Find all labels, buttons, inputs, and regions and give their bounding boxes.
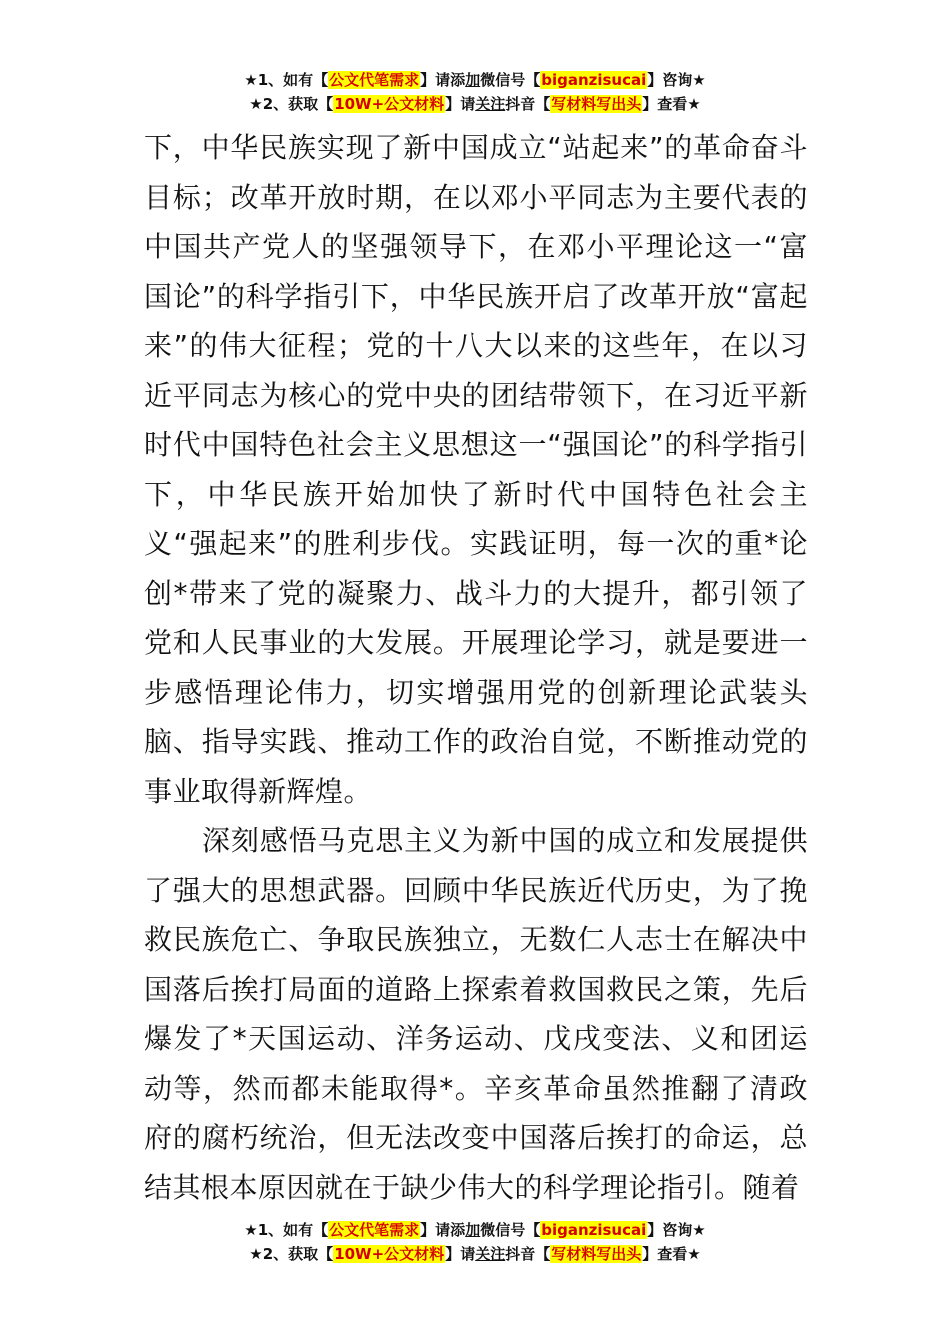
- promo-line-1-prefix: ★1、如有【: [244, 71, 329, 89]
- promo-line-2-prefix: ★2、获取【: [249, 95, 334, 113]
- promo-line-2-text: 】请: [445, 95, 476, 113]
- promo-line-2-prefix: ★2、获取【: [249, 1245, 334, 1263]
- paragraph-continuation: 下，中华民族实现了新中国成立“站起来”的革命奋斗目标；改革开放时期，在以邓小平同志为主要代表的中国共产党人的坚强领导下，在邓小平理论这一“富国论”的科学指引下，中华民族开启了改革开放“富起来”的伟大征程；党的十八大以来的这些年，在以习近平同志为核心的党中央的团结带领下，在习近平新时代中国特色社会主义思想这一“强国论”的科学指引下，中华民族开始加快了新时代中国特色社会主义“强起来”的胜利步伐。实践证明，每一次的重*论创*带来了党的凝聚力、战斗力的大提升，都引领了党和人民事业的大发展。开展理论学习，就是要进一步感悟理论伟力，切实增强用党的创新理论武装头脑、指导实践、推动工作的政治自觉，不断推动党的事业取得新辉煌。: [144, 131, 808, 808]
- promo-line-1-highlight-service: 公文代笔需求: [329, 1221, 420, 1239]
- promo-line-2-highlight-douyin: 写材料写出头: [551, 95, 642, 113]
- promo-line-1-text: 】请添: [420, 71, 466, 89]
- promo-line-1-underlined: 加: [465, 71, 481, 89]
- promo-line-1-highlight-wechat: biganzisucai: [541, 71, 647, 89]
- footer-promo-banner: [0, 1218, 950, 1266]
- paragraph-marxism: 深刻感悟马克思主义为新中国的成立和发展提供了强大的思想武器。回顾中华民族近代历史，为了挽救民族危亡、争取民族独立，无数仁人志士在解决中国落后挨打局面的道路上探索着救国救民之策，先后爆发了*天国运动、洋务运动、戊戌变法、义和团运动等，然而都未能取得*。辛亥革命虽然推翻了清政府的腐朽统治，但无法改变中国落后挨打的命运，总结其根本原因就在于缺少伟大的科学理论指引。随着: [144, 824, 808, 1204]
- promo-line-1-text-2: 微信号【: [480, 71, 541, 89]
- promo-line-2-highlight-douyin: 写材料写出头: [551, 1245, 642, 1263]
- promo-line-2-highlight-materials: 10W+公文材料: [334, 1245, 445, 1263]
- promo-line-2-suffix: 】查看★: [642, 1245, 701, 1263]
- promo-line-2-highlight-materials: 10W+公文材料: [334, 95, 445, 113]
- promo-line-2-text-2: 抖音【: [505, 1245, 551, 1263]
- promo-line-2-text: 】请: [445, 1245, 476, 1263]
- document-body: [144, 123, 808, 1212]
- promo-line-1-highlight-service: 公文代笔需求: [329, 71, 420, 89]
- promo-line-2-underlined: 关注: [475, 95, 506, 113]
- promo-line-2: [0, 1242, 950, 1266]
- promo-line-1-underlined: 加: [465, 1221, 481, 1239]
- promo-line-1-suffix: 】咨询★: [647, 71, 706, 89]
- promo-line-2-suffix: 】查看★: [642, 95, 701, 113]
- promo-line-1-text: 】请添: [420, 1221, 466, 1239]
- promo-line-2-underlined: 关注: [475, 1245, 506, 1263]
- promo-line-1-suffix: 】咨询★: [647, 1221, 706, 1239]
- promo-line-1: [0, 1218, 950, 1242]
- promo-line-1-highlight-wechat: biganzisucai: [541, 1221, 647, 1239]
- promo-line-1: [0, 68, 950, 92]
- promo-line-1-text-2: 微信号【: [480, 1221, 541, 1239]
- header-promo-banner: [0, 68, 950, 116]
- promo-line-2: [0, 92, 950, 116]
- promo-line-1-prefix: ★1、如有【: [244, 1221, 329, 1239]
- promo-line-2-text-2: 抖音【: [505, 95, 551, 113]
